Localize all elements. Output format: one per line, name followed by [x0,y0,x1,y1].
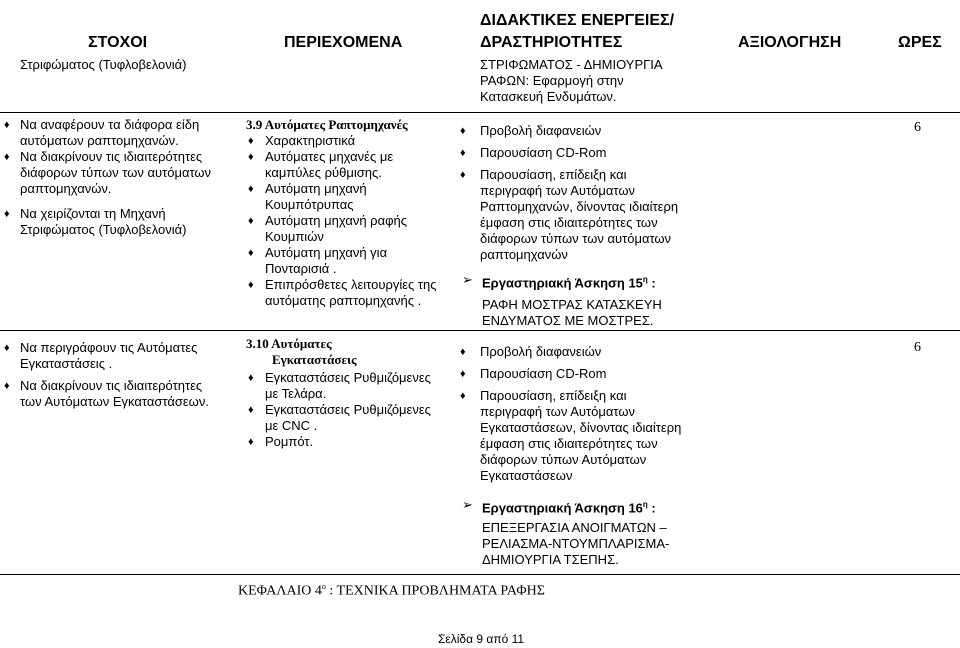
diamond-bullet-icon: ♦ [4,151,10,163]
activity-line: ραπτομηχανών [480,247,568,262]
content-line: Πονταρισιά . [265,261,337,276]
objective-line: αυτόματων ραπτομηχανών. [20,133,179,148]
content-title: Εγκαταστάσεις [272,352,357,367]
lab-exercise-title [482,497,656,516]
lab-exercise-description: ΡΑΦΗ ΜΟΣΤΡΑΣ ΚΑΤΑΣΚΕΥΗ [482,297,662,312]
objective-line: Να περιγράφουν τις Αυτόματες [20,340,198,355]
carryover-activity-line: ΣΤΡΙΦΩΜΑΤΟΣ - ΔΗΜΙΟΥΡΓΙΑ [480,57,663,72]
diamond-bullet-icon: ♦ [4,208,10,220]
diamond-bullet-icon: ♦ [460,125,466,137]
activity-line: Παρουσίαση CD-Rom [480,145,607,160]
arrow-bullet-icon: ➢ [462,497,473,512]
diamond-bullet-icon: ♦ [248,247,254,259]
objective-line: Εγκαταστάσεις . [20,356,113,371]
diamond-bullet-icon: ♦ [248,135,254,147]
objective-line: Να διακρίνουν τις ιδιαιτερότητες [20,149,203,164]
diamond-bullet-icon: ♦ [4,342,10,354]
diamond-bullet-icon: ♦ [248,372,254,384]
lab-exercise-description: ΔΗΜΙΟΥΡΓΙΑ ΤΣΕΠΗΣ. [482,552,619,567]
activity-line: Προβολή διαφανειών [480,344,602,359]
objective-line: Στριφώματος (Τυφλοβελονιά) [20,222,187,237]
header-col-evaluation: ΑΞΙΟΛΟΓΗΣΗ [738,34,842,51]
activity-line: έμφαση στις ιδιαιτερότητες των [480,215,658,230]
content-line: καμπύλες ρύθμισης. [265,165,382,180]
diamond-bullet-icon: ♦ [248,151,254,163]
diamond-bullet-icon: ♦ [248,183,254,195]
diamond-bullet-icon: ♦ [248,404,254,416]
activity-line: Εγκαταστάσεων [480,468,573,483]
lab-exercise-description: ΡΕΛΙΑΣΜΑ-ΝΤΟΥΜΠΛΑΡΙΣΜΑ- [482,536,670,551]
content-line: Εγκαταστάσεις Ρυθμιζόμενες [265,370,431,385]
activity-line: Παρουσίαση, επίδειξη και [480,167,627,182]
content-line: Αυτόματη μηχανή [265,181,367,196]
lab-title-text: Εργαστηριακή Άσκηση 16 [482,500,643,516]
content-line: με Τελάρα. [265,386,327,401]
content-line: Αυτόματες μηχανές με [265,149,394,164]
chapter-sup: ο [321,582,326,591]
chapter-heading [238,582,545,600]
hours-section-1: 6 [914,120,921,135]
chapter-prefix: ΚΕΦΑΛΑΙΟ 4 [238,583,322,599]
lab-exercise-title [482,272,656,291]
lab-title-colon: : [647,275,656,291]
diamond-bullet-icon: ♦ [4,380,10,392]
lab-exercise-description: ΕΝΔΥΜΑΤΟΣ ΜΕ ΜΟΣΤΡΕΣ. [482,313,654,328]
arrow-bullet-icon: ➢ [462,272,473,287]
objective-line: Να διακρίνουν τις ιδιαιτερότητες [20,378,203,393]
objective-line: διάφορων τύπων των αυτόματων [20,165,212,180]
diamond-bullet-icon: ♦ [460,346,466,358]
activity-line: διάφορων τύπων Αυτόματων [480,452,647,467]
content-line: αυτόματης ραπτομηχανής . [265,293,422,308]
content-line: Επιπρόσθετες λειτουργίες της [265,277,437,292]
activity-line: περιγραφή των Αυτόματων [480,183,635,198]
activity-line: Παρουσίαση CD-Rom [480,366,607,381]
activity-line: Παρουσίαση, επίδειξη και [480,388,627,403]
header-col-hours: ΩΡΕΣ [898,34,942,51]
content-line: Αυτόματη μηχανή για [265,245,388,260]
row-divider [0,112,960,113]
header-col-objectives: ΣΤΟΧΟΙ [88,34,148,51]
content-line: Ρομπότ. [265,434,314,449]
objective-line: των Αυτόματων Εγκαταστάσεων. [20,394,209,409]
content-line: Εγκαταστάσεις Ρυθμιζόμενες [265,402,431,417]
carryover-objective: Στριφώματος (Τυφλοβελονιά) [20,57,187,72]
content-title: 3.9 Αυτόματες Ραπτομηχανές [246,117,408,132]
header-col-activities-line1: ΔΙΔΑΚΤΙΚΕΣ ΕΝΕΡΓΕΙΕΣ/ [480,12,675,29]
content-line: με CNC . [265,418,318,433]
page-number: Σελίδα 9 από 11 [438,632,525,646]
diamond-bullet-icon: ♦ [460,147,466,159]
lab-title-text: Εργαστηριακή Άσκηση 15 [482,275,643,291]
objective-line: Να αναφέρουν τα διάφορα είδη [20,117,200,132]
row-divider [0,574,960,575]
activity-line: διάφορων τύπων των αυτόματων [480,231,672,246]
activity-line: Εγκαταστάσεων, δίνοντας ιδιαίτερη [480,420,682,435]
lab-title-sup: η [642,275,648,284]
objective-line: ραπτομηχανών. [20,181,112,196]
activity-line: έμφαση στις ιδιαιτερότητες των [480,436,658,451]
lab-exercise-description: ΕΠΕΞΕΡΓΑΣΙΑ ΑΝΟΙΓΜΑΤΩΝ – [482,520,667,535]
header-col-activities-line2: ΔΡΑΣΤΗΡΙΟΤΗΤΕΣ [480,34,623,51]
content-line: Κουμπότρυπας [265,197,354,212]
content-line: Αυτόματη μηχανή ραφής [265,213,408,228]
diamond-bullet-icon: ♦ [460,390,466,402]
diamond-bullet-icon: ♦ [248,436,254,448]
diamond-bullet-icon: ♦ [4,119,10,131]
diamond-bullet-icon: ♦ [460,169,466,181]
hours-section-2: 6 [914,340,921,355]
activity-line: περιγραφή των Αυτόματων [480,404,635,419]
activity-line: Προβολή διαφανειών [480,123,602,138]
carryover-activity-line: Κατασκευή Ενδυμάτων. [480,89,617,104]
chapter-suffix: : ΤΕΧΝΙΚΑ ΠΡΟΒΛΗΜΑΤΑ ΡΑΦΗΣ [325,583,545,599]
objective-line: Να χειρίζονται τη Μηχανή [20,206,166,221]
header-col-contents: ΠΕΡΙΕΧΟΜΕΝΑ [284,34,403,51]
activity-line: Ραπτομηχανών, δίνοντας ιδιαίτερη [480,199,679,214]
diamond-bullet-icon: ♦ [460,368,466,380]
row-divider [0,330,960,331]
carryover-activity-line: ΡΑΦΩΝ: Εφαρμογή στην [480,73,624,88]
content-title: 3.10 Αυτόματες [246,336,332,351]
lab-title-colon: : [647,500,656,516]
lab-title-sup: η [642,500,648,509]
diamond-bullet-icon: ♦ [248,279,254,291]
content-line: Κουμπιών [265,229,324,244]
content-line: Χαρακτηριστικά [265,133,356,148]
diamond-bullet-icon: ♦ [248,215,254,227]
